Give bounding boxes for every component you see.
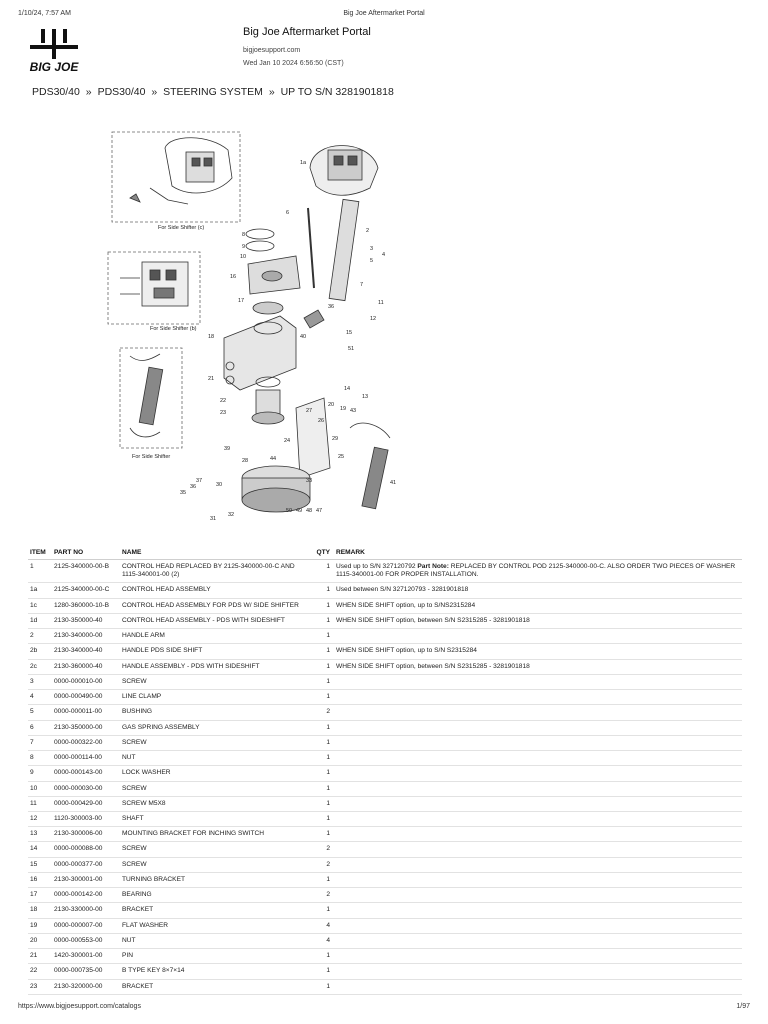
inset-c-label: For Side Shifter (c): [158, 225, 205, 231]
table-row: [28, 629, 742, 644]
svg-text:26: 26: [318, 418, 325, 424]
cell-qty: 1: [314, 766, 334, 781]
cell-name: B TYPE KEY 8×7×14: [120, 964, 314, 979]
cell-remark: [334, 705, 742, 720]
cell-qty: 1: [314, 979, 334, 994]
cell-name: TURNING BRACKET: [120, 872, 314, 887]
svg-text:27: 27: [306, 408, 313, 414]
svg-text:39: 39: [224, 446, 231, 452]
breadcrumb-separator: »: [268, 86, 275, 98]
table-row: [28, 690, 742, 705]
svg-text:36: 36: [328, 304, 335, 310]
table-row: [28, 979, 742, 994]
table-row: [28, 842, 742, 857]
table-row: [28, 674, 742, 689]
table-row: [28, 872, 742, 887]
cell-name: PIN: [120, 949, 314, 964]
cell-name: CONTROL HEAD ASSEMBLY: [120, 583, 314, 598]
cell-item: 1a: [28, 583, 52, 598]
remark-text: WHEN SIDE SHIFT option, between S/N S2315285 - 3281901818: [336, 662, 530, 670]
cell-item: 22: [28, 964, 52, 979]
cell-item: 2c: [28, 659, 52, 674]
cell-qty: 1: [314, 629, 334, 644]
cell-item: 9: [28, 766, 52, 781]
breadcrumb-separator: »: [85, 86, 92, 98]
svg-text:19: 19: [340, 406, 347, 412]
svg-text:5: 5: [370, 258, 374, 264]
svg-text:2: 2: [366, 228, 370, 234]
remark-text: WHEN SIDE SHIFT option, up to S/NS2315284: [336, 601, 476, 609]
svg-text:37: 37: [196, 478, 203, 484]
cell-item: 7: [28, 735, 52, 750]
cell-part-no: 0000-000490-00: [52, 690, 120, 705]
svg-text:14: 14: [344, 386, 351, 392]
svg-text:12: 12: [370, 316, 377, 322]
cell-name: GAS SPRING ASSEMBLY: [120, 720, 314, 735]
table-row: [28, 888, 742, 903]
cell-remark: [334, 735, 742, 750]
remark-text: Used between S/N 327120793 - 3281901818: [336, 586, 469, 594]
cell-item: 4: [28, 690, 52, 705]
table-row: [28, 705, 742, 720]
cell-remark: [334, 979, 742, 994]
table-row: [28, 827, 742, 842]
svg-text:41: 41: [390, 480, 397, 486]
cell-name: SCREW: [120, 735, 314, 750]
table-row: [28, 949, 742, 964]
svg-text:7: 7: [360, 282, 364, 288]
cell-item: 21: [28, 949, 52, 964]
cell-item: 17: [28, 888, 52, 903]
svg-text:44: 44: [270, 456, 277, 462]
cell-name: SCREW: [120, 857, 314, 872]
svg-text:6: 6: [286, 210, 290, 216]
svg-text:11: 11: [378, 300, 384, 306]
cell-qty: 1: [314, 583, 334, 598]
cell-remark: [334, 842, 742, 857]
cell-part-no: 0000-000377-00: [52, 857, 120, 872]
cell-item: 1: [28, 560, 52, 583]
svg-text:50: 50: [286, 508, 293, 514]
table-row: [28, 811, 742, 826]
cell-qty: 1: [314, 811, 334, 826]
cell-part-no: 2130-340000-00: [52, 629, 120, 644]
cell-item: 23: [28, 979, 52, 994]
cell-qty: 1: [314, 690, 334, 705]
table-row: [28, 781, 742, 796]
cell-name: LOCK WASHER: [120, 766, 314, 781]
svg-text:3: 3: [370, 246, 374, 252]
cell-part-no: 2130-340000-40: [52, 644, 120, 659]
cell-part-no: 0000-000322-00: [52, 735, 120, 750]
cell-name: SCREW: [120, 781, 314, 796]
cell-part-no: 2130-320000-00: [52, 979, 120, 994]
column-header-part-no: PART NO: [52, 546, 120, 560]
cell-item: 2: [28, 629, 52, 644]
svg-text:28: 28: [242, 458, 249, 464]
cell-name: CONTROL HEAD ASSEMBLY - PDS WITH SIDESHIFT: [120, 613, 314, 628]
svg-text:17: 17: [238, 298, 245, 304]
svg-text:4: 4: [382, 252, 386, 258]
cell-part-no: 2130-300001-00: [52, 872, 120, 887]
svg-text:43: 43: [350, 408, 357, 414]
cell-remark: [334, 888, 742, 903]
print-title: Big Joe Aftermarket Portal: [343, 10, 425, 17]
cell-qty: 1: [314, 796, 334, 811]
cell-item: 19: [28, 918, 52, 933]
cell-remark: [334, 674, 742, 689]
svg-text:25: 25: [338, 454, 345, 460]
cell-part-no: 0000-000735-00: [52, 964, 120, 979]
cell-item: 8: [28, 751, 52, 766]
cell-remark: [334, 857, 742, 872]
column-header-qty: QTY: [314, 546, 334, 560]
cell-name: SHAFT: [120, 811, 314, 826]
svg-text:40: 40: [300, 334, 307, 340]
column-header-item: ITEM: [28, 546, 52, 560]
exploded-parts-diagram: [100, 128, 430, 528]
cell-item: 18: [28, 903, 52, 918]
svg-text:1a: 1a: [300, 160, 307, 166]
cell-item: 12: [28, 811, 52, 826]
cell-part-no: 0000-000143-00: [52, 766, 120, 781]
svg-text:35: 35: [180, 490, 187, 496]
cell-name: HANDLE PDS SIDE SHIFT: [120, 644, 314, 659]
table-row: [28, 964, 742, 979]
breadcrumb-serial-range: UP TO S/N 3281901818: [280, 86, 394, 98]
cell-remark: [334, 583, 742, 598]
cell-part-no: 2130-350000-00: [52, 720, 120, 735]
svg-text:36: 36: [190, 484, 197, 490]
cell-name: NUT: [120, 933, 314, 948]
cell-remark: [334, 690, 742, 705]
cell-item: 16: [28, 872, 52, 887]
cell-remark: [334, 933, 742, 948]
cell-name: CONTROL HEAD ASSEMBLY FOR PDS W/ SIDE SHIFTER: [120, 598, 314, 613]
svg-text:49: 49: [296, 508, 303, 514]
cell-qty: 1: [314, 674, 334, 689]
cell-qty: 1: [314, 613, 334, 628]
cell-qty: 1: [314, 720, 334, 735]
table-row: [28, 918, 742, 933]
cell-remark: [334, 720, 742, 735]
table-row: [28, 751, 742, 766]
cell-qty: 1: [314, 560, 334, 583]
cell-remark: [334, 766, 742, 781]
svg-text:9: 9: [242, 244, 246, 250]
cell-part-no: 0000-000142-00: [52, 888, 120, 903]
inset-b-label: For Side Shifter (b): [150, 326, 197, 332]
cell-item: 1d: [28, 613, 52, 628]
cell-item: 11: [28, 796, 52, 811]
parts-table: [28, 546, 742, 995]
table-row: [28, 857, 742, 872]
cell-part-no: 0000-000010-00: [52, 674, 120, 689]
table-row: [28, 659, 742, 674]
cell-qty: 1: [314, 964, 334, 979]
svg-text:20: 20: [328, 402, 335, 408]
big-joe-logo[interactable]: [28, 28, 80, 74]
cell-remark: [334, 644, 742, 659]
remark-text: Used up to S/N 327120792: [336, 563, 416, 570]
svg-text:48: 48: [306, 508, 313, 514]
breadcrumb-separator: »: [151, 86, 158, 98]
svg-text:16: 16: [230, 274, 237, 280]
cell-qty: 1: [314, 735, 334, 750]
cell-item: 2b: [28, 644, 52, 659]
cell-remark: [334, 659, 742, 674]
cell-part-no: 2125-340000-00-B: [52, 560, 120, 583]
cell-name: SCREW: [120, 674, 314, 689]
page-number: 1/97: [736, 1003, 750, 1010]
svg-text:18: 18: [208, 334, 215, 340]
cell-part-no: 1280-360000-10-B: [52, 598, 120, 613]
svg-text:10: 10: [240, 254, 247, 260]
cell-qty: 1: [314, 949, 334, 964]
cell-name: HANDLE ASSEMBLY - PDS WITH SIDESHIFT: [120, 659, 314, 674]
cell-part-no: 1420-300001-00: [52, 949, 120, 964]
cell-name: BRACKET: [120, 903, 314, 918]
column-header-name: NAME: [120, 546, 314, 560]
svg-text:23: 23: [220, 410, 227, 416]
column-header-remark: REMARK: [334, 546, 742, 560]
cell-qty: 2: [314, 705, 334, 720]
cell-qty: 2: [314, 888, 334, 903]
svg-text:33: 33: [306, 478, 313, 484]
cell-name: BRACKET: [120, 979, 314, 994]
breadcrumb-model-sub[interactable]: PDS30/40: [97, 86, 146, 98]
cell-part-no: 2125-340000-00-C: [52, 583, 120, 598]
breadcrumb-model[interactable]: PDS30/40: [32, 86, 80, 98]
cell-qty: 1: [314, 781, 334, 796]
cell-part-no: 2130-300006-00: [52, 827, 120, 842]
print-datetime: 1/10/24, 7:57 AM: [18, 10, 71, 17]
table-row: [28, 903, 742, 918]
cell-qty: 2: [314, 857, 334, 872]
cell-name: BUSHING: [120, 705, 314, 720]
table-row: [28, 796, 742, 811]
svg-text:31: 31: [210, 516, 217, 522]
cell-item: 5: [28, 705, 52, 720]
cell-remark: [334, 629, 742, 644]
cell-name: SCREW: [120, 842, 314, 857]
cell-remark: [334, 827, 742, 842]
remark-text: WHEN SIDE SHIFT option, up to S/N S2315284: [336, 647, 477, 655]
cell-item: 13: [28, 827, 52, 842]
cell-qty: 1: [314, 872, 334, 887]
cell-qty: 2: [314, 842, 334, 857]
svg-text:32: 32: [228, 512, 235, 518]
table-row: [28, 598, 742, 613]
cell-remark: [334, 560, 742, 583]
svg-text:15: 15: [346, 330, 353, 336]
cell-qty: 4: [314, 918, 334, 933]
cell-name: SCREW M5X8: [120, 796, 314, 811]
cell-remark: [334, 872, 742, 887]
table-row: [28, 766, 742, 781]
cell-remark: [334, 751, 742, 766]
table-row: [28, 560, 742, 583]
svg-text:29: 29: [332, 436, 339, 442]
breadcrumb: [32, 86, 394, 98]
svg-text:30: 30: [216, 482, 223, 488]
svg-text:24: 24: [284, 438, 291, 444]
portal-name: Big Joe Aftermarket Portal: [243, 26, 371, 38]
cell-remark: [334, 781, 742, 796]
part-note-text: REPLACED BY CONTROL POD 2125-340000-00-C. ALSO ORDER TWO PIECES OF WASHER 1115-340001-00 FOR PROPER INSTALLATION.: [336, 563, 736, 579]
table-row: [28, 583, 742, 598]
cell-item: 15: [28, 857, 52, 872]
table-header-row: [28, 546, 742, 560]
svg-text:BIG JOE: BIG JOE: [29, 60, 79, 74]
table-row: [28, 644, 742, 659]
svg-text:51: 51: [348, 346, 355, 352]
svg-text:47: 47: [316, 508, 323, 514]
cell-remark: [334, 613, 742, 628]
cell-item: 10: [28, 781, 52, 796]
cell-remark: [334, 598, 742, 613]
cell-part-no: 0000-000553-00: [52, 933, 120, 948]
breadcrumb-system[interactable]: STEERING SYSTEM: [163, 86, 263, 98]
svg-text:8: 8: [242, 232, 246, 238]
svg-text:21: 21: [208, 376, 215, 382]
cell-part-no: 2130-330000-00: [52, 903, 120, 918]
cell-item: 6: [28, 720, 52, 735]
cell-remark: [334, 949, 742, 964]
cell-part-no: 0000-000030-00: [52, 781, 120, 796]
footer-url: https://www.bigjoesupport.com/catalogs: [18, 1003, 141, 1010]
table-row: [28, 720, 742, 735]
cell-part-no: 2130-350000-40: [52, 613, 120, 628]
cell-remark: [334, 903, 742, 918]
cell-item: 3: [28, 674, 52, 689]
cell-part-no: 0000-000429-00: [52, 796, 120, 811]
cell-remark: [334, 796, 742, 811]
cell-item: 1c: [28, 598, 52, 613]
cell-item: 14: [28, 842, 52, 857]
cell-name: MOUNTING BRACKET FOR INCHING SWITCH: [120, 827, 314, 842]
table-row: [28, 613, 742, 628]
part-note-label: Part Note:: [417, 563, 449, 570]
cell-qty: 1: [314, 659, 334, 674]
site-domain: bigjoesupport.com: [243, 47, 301, 54]
cell-part-no: 0000-000088-00: [52, 842, 120, 857]
cell-remark: [334, 964, 742, 979]
table-row: [28, 735, 742, 750]
svg-text:22: 22: [220, 398, 227, 404]
table-row: [28, 933, 742, 948]
cell-name: HANDLE ARM: [120, 629, 314, 644]
cell-part-no: 2130-360000-40: [52, 659, 120, 674]
cell-item: 20: [28, 933, 52, 948]
cell-remark: [334, 918, 742, 933]
cell-part-no: 1120-300003-00: [52, 811, 120, 826]
brand-block: [243, 26, 371, 67]
cell-name: CONTROL HEAD REPLACED BY 2125-340000-00-C AND 1115-340001-00 (2): [120, 560, 314, 583]
cell-name: NUT: [120, 751, 314, 766]
cell-name: BEARING: [120, 888, 314, 903]
remark-text: WHEN SIDE SHIFT option, between S/N S2315285 - 3281901818: [336, 616, 530, 624]
cell-name: LINE CLAMP: [120, 690, 314, 705]
cell-name: FLAT WASHER: [120, 918, 314, 933]
cell-part-no: 0000-000007-00: [52, 918, 120, 933]
cell-part-no: 0000-000011-00: [52, 705, 120, 720]
cell-qty: 1: [314, 751, 334, 766]
svg-text:13: 13: [362, 394, 369, 400]
cell-qty: 4: [314, 933, 334, 948]
cell-qty: 1: [314, 903, 334, 918]
cell-remark: [334, 811, 742, 826]
generated-timestamp: Wed Jan 10 2024 6:56:50 (CST): [243, 60, 344, 67]
cell-qty: 1: [314, 644, 334, 659]
inset-side-shifter-label: For Side Shifter: [132, 454, 171, 460]
cell-part-no: 0000-000114-00: [52, 751, 120, 766]
cell-qty: 1: [314, 827, 334, 842]
cell-qty: 1: [314, 598, 334, 613]
